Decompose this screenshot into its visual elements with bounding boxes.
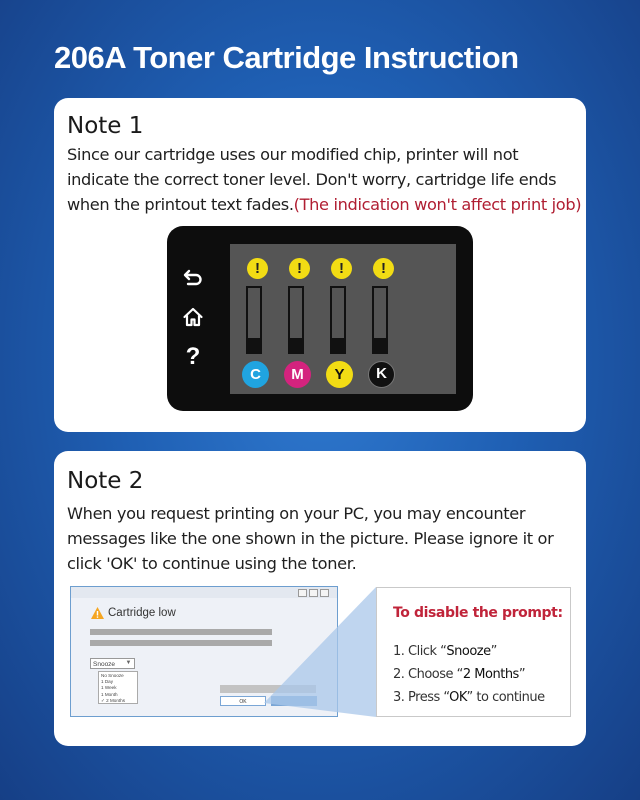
warning-icon: ! [247,258,268,279]
back-arrow-icon [182,266,204,288]
chevron-down-icon[interactable]: ▼ [125,660,132,666]
toner-level-fill [374,338,386,352]
toner-slot-c [237,244,278,394]
snooze-option[interactable]: No Snooze [101,673,124,678]
note2-title: Note 2 [67,468,144,494]
ink-badge-k: K [368,361,395,388]
step-2: 2. Choose “2 Months” [393,667,526,682]
prompt-heading: To disable the prompt: [393,605,563,621]
snooze-option[interactable]: ✓ 2 Months [101,697,126,703]
prompt-instructions [376,587,571,717]
snooze-option[interactable]: 1 Month [101,691,118,697]
page-title: 206A Toner Cartridge Instruction [54,40,519,75]
ink-badge-c: C [242,361,269,388]
toner-level-fill [248,338,260,352]
toner-level-bar [288,286,304,354]
note2-text: When you request printing on your PC, you may encounter messages like the one shown in the picture. Please ignore it or click 'OK' to continue using the toner. [67,504,554,573]
toner-level-bar [372,286,388,354]
snooze-option[interactable]: 1 Week [101,685,117,691]
warning-icon: ! [331,258,352,279]
step-1: 1. Click “Snooze” [393,644,497,659]
step-3: 3. Press “OK” to continue [393,690,545,705]
home-icon [182,306,204,328]
snooze-dropdown[interactable]: Snooze [90,658,135,669]
note2-card [54,451,586,746]
warning-icon: ! [289,258,310,279]
ink-badge-y: Y [326,361,353,388]
toner-slot-y [321,244,362,394]
printer-control-panel [167,226,473,411]
help-icon: ? [185,343,201,370]
snooze-option[interactable]: 1 Day [101,679,114,685]
dialog-heading: Cartridge low [108,607,176,619]
note1-card [54,98,586,432]
printer-screen [230,244,456,394]
ok-button[interactable]: OK [220,696,266,706]
toner-level-bar [246,286,262,354]
note1-title: Note 1 [67,113,144,139]
toner-level-fill [332,338,344,352]
toner-slot-m [279,244,320,394]
note1-body: Since our cartridge uses our modified chip, printer will not indicate the correct toner level. Don't worry, cartridge life ends when the printout text fades. [67,145,557,214]
ink-badge-m: M [284,361,311,388]
note1-text [67,142,582,217]
toner-slot-k [363,244,404,394]
note1-highlight: (The indication won't affect print job) [293,195,582,214]
toner-level-bar [330,286,346,354]
warning-icon: ! [373,258,394,279]
toner-level-fill [290,338,302,352]
